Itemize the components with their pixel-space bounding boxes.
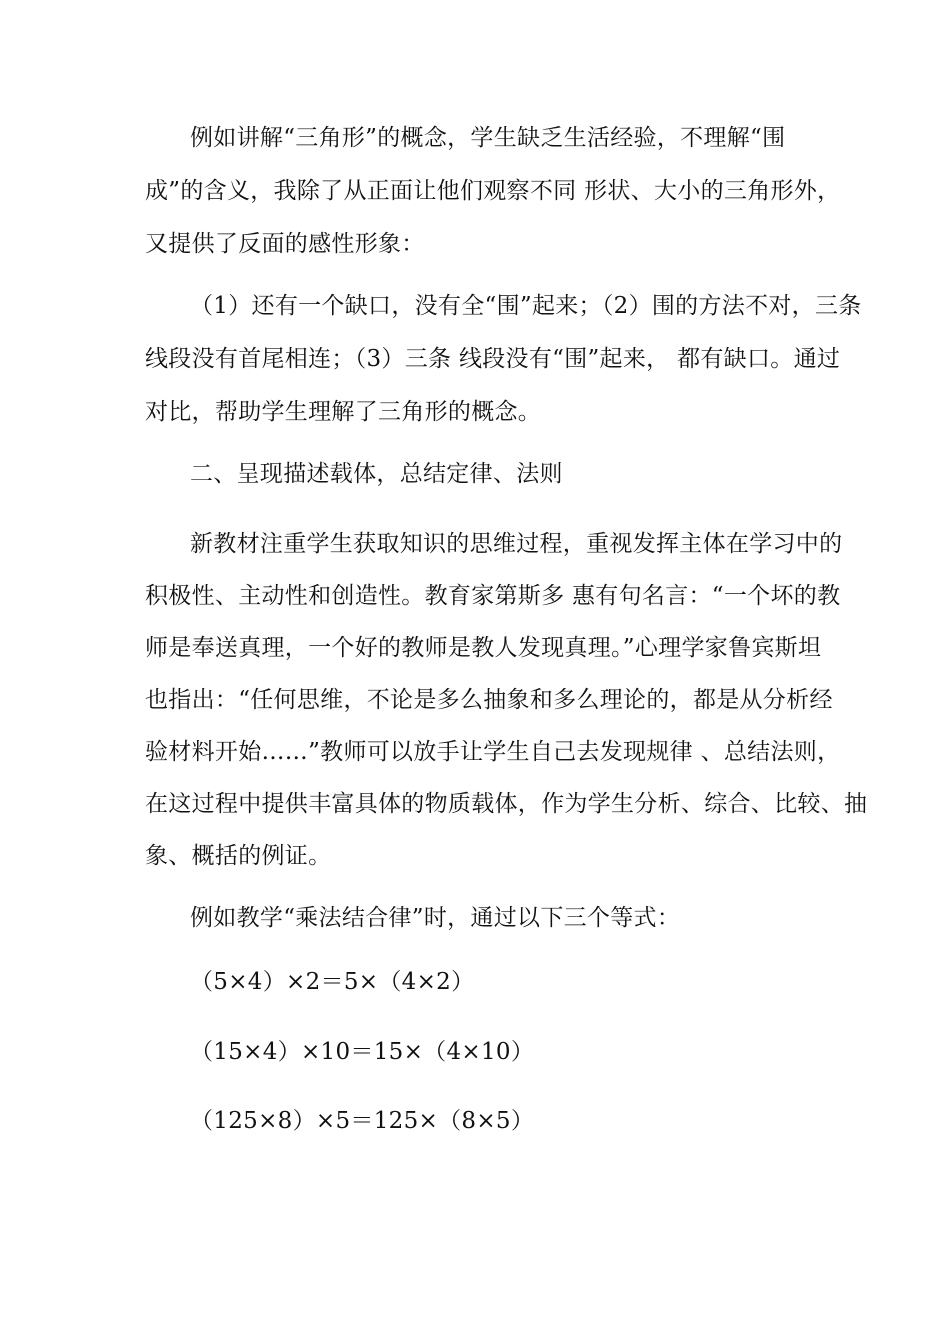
paragraph-1-line-1: 例如讲解“三角形”的概念，学生缺乏生活经验，不理解“围: [190, 125, 786, 151]
paragraph-3-line-4: 也指出：“任何思维，不论是多么抽象和多么理论的，都是从分析经: [145, 687, 833, 713]
paragraph-2-line-2: 线段没有首尾相连；（3）三条 线段没有“围”起来， 都有缺口。通过: [145, 346, 841, 372]
paragraph-3-line-7: 象、概括的例证。: [145, 843, 332, 869]
section-heading: 二、呈现描述载体，总结定律、法则: [190, 461, 563, 487]
paragraph-3-line-3: 师是奉送真理，一个好的教师是教人发现真理。”心理学家鲁宾斯坦: [145, 635, 822, 661]
paragraph-2-line-3: 对比，帮助学生理解了三角形的概念。: [145, 399, 542, 425]
paragraph-1-line-3: 又提供了反面的感性形象：: [145, 231, 425, 257]
paragraph-3-line-6: 在这过程中提供丰富具体的物质载体，作为学生分析、综合、比较、抽: [145, 791, 868, 817]
paragraph-4: 例如教学“乘法结合律”时，通过以下三个等式：: [190, 905, 681, 931]
equation-1: （5×4）×2＝5×（4×2）: [190, 969, 475, 995]
paragraph-2-line-1: （1）还有一个缺口，没有全“围”起来；（2）围的方法不对，三条: [190, 293, 862, 319]
equation-3: （125×8）×5＝125×（8×5）: [190, 1108, 535, 1134]
paragraph-3-line-2: 积极性、主动性和创造性。教育家第斯多 惠有句名言：“一个坏的教: [145, 583, 841, 609]
paragraph-3-line-5: 验材料开始……”教师可以放手让学生自己去发现规律 、总结法则，: [145, 739, 841, 765]
equation-2: （15×4）×10＝15×（4×10）: [190, 1039, 535, 1065]
paragraph-3-line-1: 新教材注重学生获取知识的思维过程，重视发挥主体在学习中的: [190, 531, 843, 557]
paragraph-1-line-2: 成”的含义，我除了从正面让他们观察不同 形状、大小的三角形外，: [145, 178, 841, 204]
